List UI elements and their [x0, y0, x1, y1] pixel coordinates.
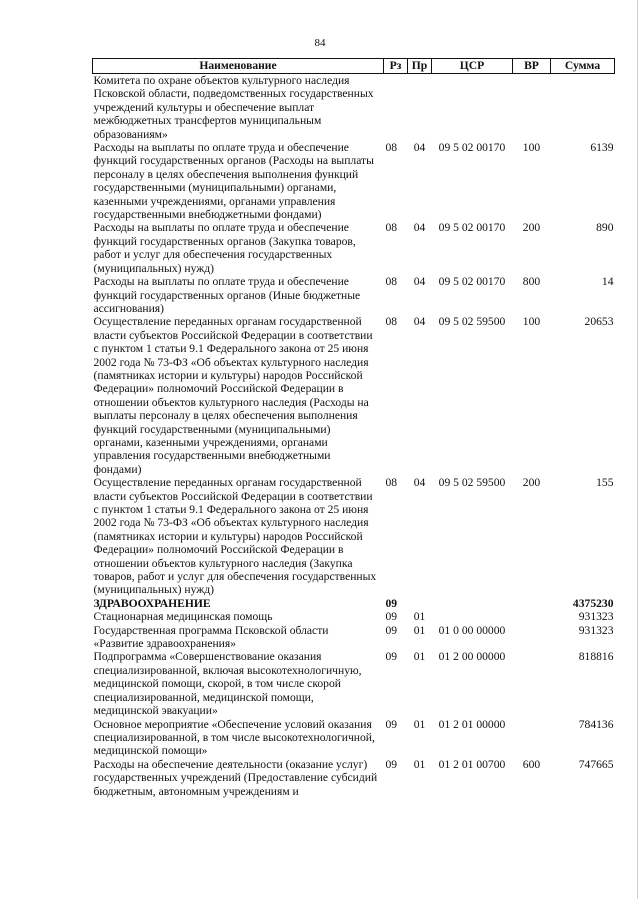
- row-csr: [432, 74, 513, 142]
- row-csr: 01 2 01 00700: [438, 757, 506, 771]
- row-vr: [513, 624, 551, 651]
- column-header-name: Наименование: [93, 59, 384, 74]
- row-csr: 01 2 01 00000: [438, 717, 506, 731]
- column-header-pr: Пр: [408, 59, 432, 74]
- row-name: Стационарная медицинская помощь: [93, 610, 273, 624]
- row-rz: [384, 74, 408, 142]
- row-vr: 200: [522, 476, 541, 490]
- row-rz: 08: [385, 315, 398, 329]
- budget-table: [92, 58, 615, 798]
- row-csr: 09 5 02 00170: [438, 275, 506, 289]
- row-name: Расходы на выплаты по оплате труда и обеспечение функций государственных органов (Иные бюджетные ассигнования): [93, 275, 361, 315]
- row-rz: 09: [385, 757, 398, 771]
- row-name: Расходы на обеспечение деятельности (оказание услуг) государственных учреждений (Предоставление субсидий бюджетным, автономным учреждениям и: [93, 757, 378, 798]
- row-vr: 100: [522, 315, 541, 329]
- table-row: [93, 718, 615, 758]
- row-rz: 08: [385, 275, 398, 289]
- row-sum: 14: [601, 275, 614, 289]
- table-row: [93, 624, 615, 651]
- column-header-vr: ВР: [513, 59, 551, 74]
- row-name: Осуществление переданных органам государственной власти субъектов Российской Федерации в соответствии с пунктом 1 статьи 9.1 Федерального закона от 25 июня 2002 года № 73-ФЗ «Об объектах культурного наследия (памятниках истории и культуры) народов Российской Федерации» полномочий Российской Федерации в отношении объектов культурного наследия (Расходы на выплаты персоналу в целях обеспечения выполнения функций государственными (муниципальными) органами, казенными учреждениями, органами управления государственными внебюджетными фондами): [93, 315, 373, 476]
- row-name: Государственная программа Псковской области «Развитие здравоохранения»: [93, 623, 329, 651]
- row-name: Осуществление переданных органам государственной власти субъектов Российской Федерации в соответствии с пунктом 1 статьи 9.1 Федерального закона от 25 июня 2002 года № 73-ФЗ «Об объектах культурного наследия (памятниках истории и культуры) народов Российской Федерации» полномочий Российской Федерации в отношении объектов культурного наследия (Закупка товаров, работ и услуг для обеспечения государственных (муниципальных) нужд): [93, 476, 377, 597]
- row-pr: 04: [413, 221, 426, 235]
- row-rz: 08: [385, 141, 398, 155]
- row-csr: 01 2 00 00000: [438, 650, 506, 664]
- row-rz: 09: [385, 650, 398, 664]
- row-vr: 200: [522, 221, 541, 235]
- row-pr: 01: [413, 757, 426, 771]
- row-vr: [513, 597, 551, 610]
- row-rz: 09: [385, 717, 398, 731]
- row-name: Подпрограмма «Совершенствование оказания специализированной, включая высокотехнологичную, медицинской помощи, скорой, в том числе скорой специализированной, медицинской помощи, медицинской эвакуации»: [93, 650, 362, 718]
- row-csr: 09 5 02 59500: [438, 315, 506, 329]
- table-header-row: [93, 59, 615, 74]
- row-sum: 155: [596, 476, 614, 490]
- row-vr: 800: [522, 275, 541, 289]
- row-pr: [408, 74, 432, 142]
- row-vr: [513, 74, 551, 142]
- row-pr: 01: [413, 623, 426, 637]
- row-name: Основное мероприятие «Обеспечение условий оказания специализированной, в том числе высокотехнологичной, медицинской помощи»: [93, 717, 375, 758]
- row-sum: 4375230: [572, 596, 614, 610]
- table-row: [93, 610, 615, 623]
- row-csr: 09 5 02 00170: [438, 221, 506, 235]
- table-row: [93, 476, 615, 597]
- row-pr: 04: [413, 275, 426, 289]
- scan-edge-line: [637, 0, 638, 899]
- column-header-rz: Рз: [384, 59, 408, 74]
- row-sum: 20653: [584, 315, 614, 329]
- row-rz: 09: [385, 610, 398, 624]
- row-vr: [513, 650, 551, 717]
- row-pr: 01: [413, 717, 426, 731]
- section-row-healthcare: [93, 597, 615, 610]
- column-header-sum: Сумма: [551, 59, 615, 74]
- table-row: [93, 315, 615, 476]
- row-name: ЗДРАВООХРАНЕНИЕ: [93, 596, 211, 610]
- row-sum: 784136: [578, 717, 614, 731]
- table-row: [93, 221, 615, 275]
- row-sum: [551, 74, 615, 142]
- row-vr: [513, 718, 551, 758]
- row-csr: 09 5 02 00170: [438, 141, 506, 155]
- column-header-csr: ЦСР: [432, 59, 513, 74]
- row-name: Расходы на выплаты по оплате труда и обеспечение функций государственных органов (Расходы на выплаты персоналу в целях обеспечения выполнения функций государственными (муниципальными) органами, казенными учреждениями, органами управления государственными внебюджетными фондами): [93, 141, 374, 222]
- row-vr: [513, 610, 551, 623]
- row-pr: 04: [413, 141, 426, 155]
- row-sum: 890: [596, 221, 614, 235]
- row-name: Комитета по охране объектов культурного наследия Псковской области, подведомственных государственных учреждений культуры и обеспечение выплат межбюджетных трансфертов муниципальным образованиям»: [93, 74, 374, 141]
- row-pr: [408, 597, 432, 610]
- row-csr: 01 0 00 00000: [438, 623, 506, 637]
- row-vr: 600: [522, 757, 541, 771]
- row-vr: 100: [522, 141, 541, 155]
- row-sum: 931323: [578, 623, 614, 637]
- row-rz: 08: [385, 221, 398, 235]
- table-row: [93, 275, 615, 315]
- table-row: [93, 141, 615, 221]
- table-row: [93, 650, 615, 717]
- row-sum: 818816: [578, 650, 614, 664]
- table-row: [93, 758, 615, 798]
- row-csr: 09 5 02 59500: [438, 476, 506, 490]
- table-body: [93, 74, 615, 798]
- row-sum: 931323: [578, 610, 614, 624]
- row-pr: 01: [413, 650, 426, 664]
- row-csr: [432, 597, 513, 610]
- row-pr: 01: [413, 610, 426, 624]
- page-number: 84: [314, 37, 326, 49]
- row-sum: 6139: [590, 141, 614, 155]
- table-row: [93, 74, 615, 142]
- row-pr: 04: [413, 476, 426, 490]
- row-rz: 08: [385, 476, 398, 490]
- row-name: Расходы на выплаты по оплате труда и обеспечение функций государственных органов (Закупка товаров, работ и услуг для обеспечения государственных (муниципальных) нужд): [93, 221, 356, 275]
- row-rz: 09: [385, 596, 398, 610]
- row-pr: 04: [413, 315, 426, 329]
- row-rz: 09: [385, 623, 398, 637]
- row-csr: [432, 610, 513, 623]
- row-sum: 747665: [578, 757, 614, 771]
